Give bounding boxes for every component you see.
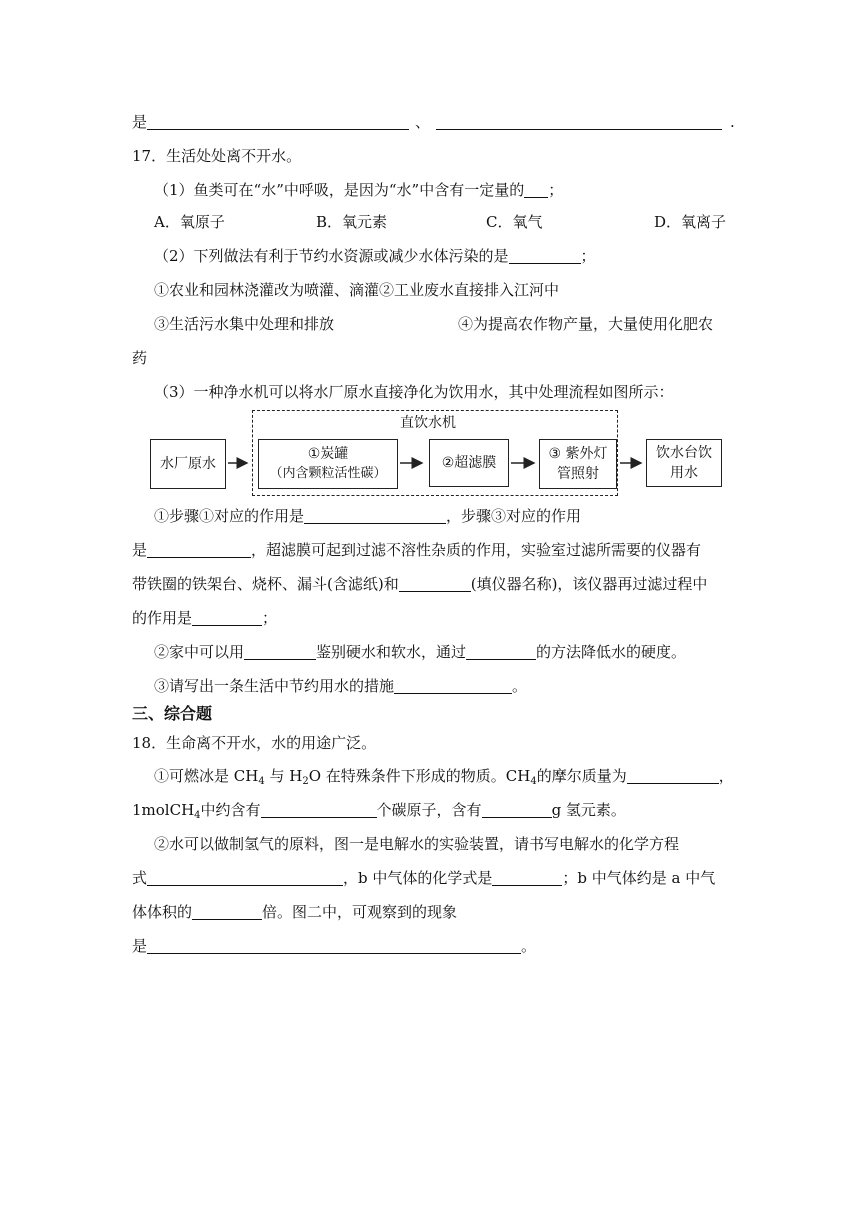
blank[interactable]: [304, 507, 446, 524]
step1-line: ①步骤①对应的作用是 ，步骤③对应的作用: [154, 507, 582, 525]
q18-part2-line2: 式 ，b 中气体的化学式是 ；b 中气体约是 a 中气: [132, 869, 716, 887]
blank[interactable]: [192, 903, 262, 920]
blank[interactable]: [399, 575, 471, 592]
answer-line: 是 、 .: [132, 113, 735, 131]
box-ultrafiltration: ②超滤膜: [429, 439, 509, 487]
blank[interactable]: [261, 801, 377, 818]
item-3: ③生活污水集中处理和排放: [154, 315, 335, 333]
blank[interactable]: [436, 113, 722, 130]
blank[interactable]: [627, 767, 719, 784]
item-4: ④为提高农作物产量，大量使用化肥农: [458, 315, 714, 333]
option-a[interactable]: A．氧原子: [154, 213, 225, 231]
question-17-part2: （2）下列做法有利于节约水资源或减少水体污染的是 ；: [154, 247, 596, 265]
machine-title: 直饮水机: [400, 415, 456, 431]
blank[interactable]: [466, 643, 536, 660]
box-drinking-water: 饮水台饮 用水: [646, 439, 722, 487]
q18-part1: ①可燃冰是 $CH_4$ 与 $H_2O$ 在特殊条件下形成的物质。$CH_4$的摩尔质量为 ，: [154, 767, 734, 787]
question-18-title: 18．生命离不开水，水的用途广泛。: [132, 734, 377, 752]
step1-line-2: 是 ，超滤膜可起到过滤不溶性杂质的作用，实验室过滤所需要的仪器有: [132, 541, 702, 559]
blank[interactable]: [524, 181, 548, 198]
blank[interactable]: [244, 643, 316, 660]
blank[interactable]: [509, 247, 581, 264]
option-c[interactable]: C．氧气: [486, 213, 543, 231]
step1-line-4: 的作用是 ；: [132, 609, 278, 627]
item-4-cont: 药: [132, 349, 148, 367]
q18-part2: ②水可以做制氢气的原料，图一是电解水的实验装置，请书写电解水的化学方程: [154, 835, 680, 853]
blank[interactable]: [147, 113, 409, 130]
item-1-2: ①农业和园林浇灌改为喷灌、滴灌②工业废水直接排入江河中: [154, 281, 560, 299]
blank[interactable]: [192, 609, 262, 626]
water-purifier-flow-diagram: [150, 408, 722, 498]
section-title: 三、综合题: [132, 704, 213, 723]
step1-line-3: 带铁圈的铁架台、烧杯、漏斗(含滤纸)和 (填仪器名称)，该仪器再过滤过程中: [132, 575, 708, 593]
blank[interactable]: [492, 869, 562, 886]
blank[interactable]: [147, 869, 343, 886]
blank[interactable]: [147, 937, 521, 954]
box-uv-lamp: ③ 紫外灯 管照射: [539, 439, 617, 489]
q18-part2-line3: 体体积的 倍。图二中，可观察到的现象: [132, 903, 458, 921]
box-carbon-tank: ①炭罐 （内含颗粒活性碳）: [258, 439, 398, 489]
option-b[interactable]: B．氧元素: [316, 213, 388, 231]
blank[interactable]: [394, 677, 512, 694]
option-d[interactable]: D．氧离子: [654, 213, 727, 231]
step3-line: ③请写出一条生活中节约用水的措施 。: [154, 677, 528, 695]
q18-part2-line4: 是 。: [132, 937, 537, 955]
question-17-part3: （3）一种净水机可以将水厂原水直接净化为饮用水，其中处理流程如图所示：: [154, 383, 674, 401]
blank[interactable]: [147, 541, 251, 558]
box-raw-water: 水厂原水: [150, 439, 226, 489]
question-17-title: 17．生活处处离不开水。: [132, 147, 302, 165]
q18-part1-line2: 1molCH$_4$中约含有 个碳原子，含有 g 氢元素。: [132, 801, 626, 821]
question-17-part1: （1）鱼类可在“水”中呼吸，是因为“水”中含有一定量的 ；: [154, 181, 564, 199]
blank[interactable]: [482, 801, 552, 818]
step2-line: ②家中可以用 鉴别硬水和软水，通过 的方法降低水的硬度。: [154, 643, 687, 661]
